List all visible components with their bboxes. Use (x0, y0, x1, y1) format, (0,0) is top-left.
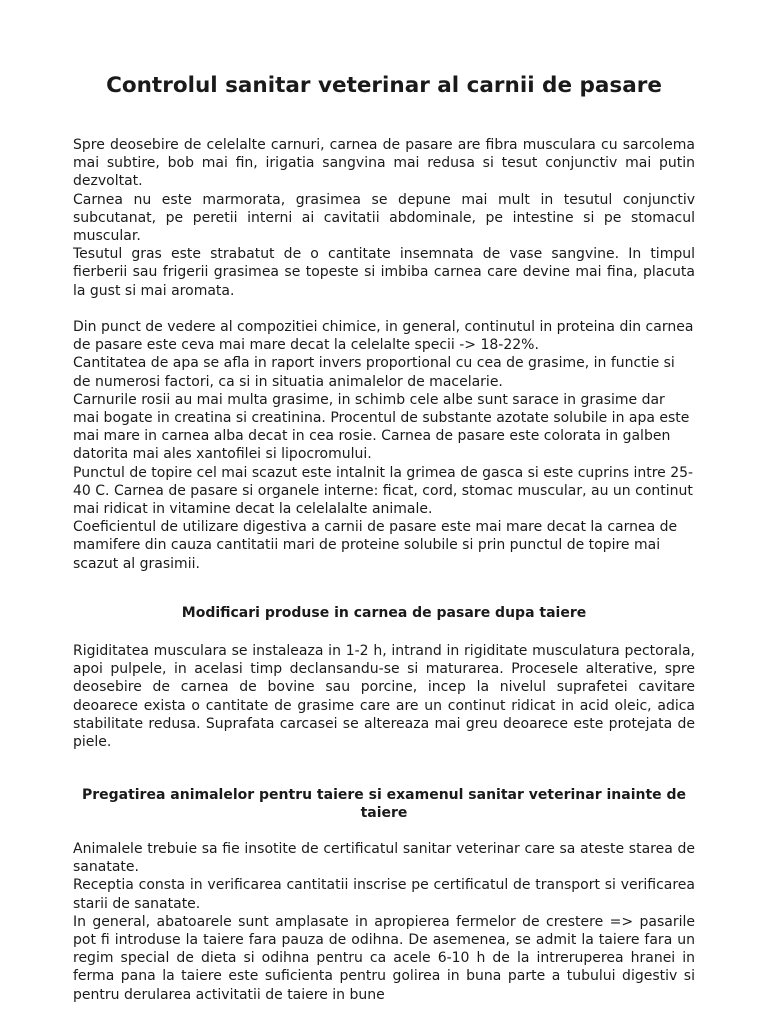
paragraph: Din punct de vedere al compozitiei chimice, in general, continutul in proteina din carnea de pasare este ceva mai mare decat la celelalte specii -> 18-22%. (73, 319, 694, 354)
section-heading: Modificari produse in carnea de pasare dupa taiere (181, 605, 587, 621)
post-slaughter-section (73, 642, 695, 751)
pre-slaughter-section (73, 840, 695, 1004)
paragraph: Punctul de topire cel mai scazut este intalnit la grimea de gasca si este cuprins intre 25-40 C. Carnea de pasare si organele interne: ficat, cord, stomac muscular, au un continut mai ridicat in vitamine decat la celelalalte animale. (73, 464, 694, 518)
intro-section (73, 136, 695, 300)
paragraph: Spre deosebire de celelalte carnuri, carnea de pasare are fibra musculara cu sarcolema mai subtire, bob mai fin, irigatia sangvina mai redusa si tesut conjunctiv mai putin dezvoltat. (73, 137, 695, 190)
composition-section (73, 318, 695, 573)
paragraph: In general, abatoarele sunt amplasate in apropierea fermelor de crestere => pasarile pot fi introduse la taiere fara pauza de odihna. De asemenea, se admit la taiere fara un regim special de dieta si odihna pentru ca acele 6-10 h de la intreruperea hranei in ferma pana la taiere este suficienta pentru golirea in buna parte a tubului digestiv si pentru derularea activitatii de taiere in bune (73, 913, 695, 1003)
paragraph: Coeficientul de utilizare digestiva a carnii de pasare este mai mare decat la carnea de mamifere din cauza cantitatii mari de proteine solubile si prin punctul de topire mai scazut al grasimii. (73, 519, 678, 572)
paragraph: Receptia consta in verificarea cantitatii inscrise pe certificatul de transport si verificarea starii de sanatate. (73, 877, 695, 912)
page-title: Controlul sanitar veterinar al carnii de pasare (106, 73, 662, 98)
section-heading: Pregatirea animalelor pentru taiere si examenul sanitar veterinar inainte de taiere (81, 787, 687, 822)
paragraph: Carnurile rosii au mai multa grasime, in schimb cele albe sunt sarace in grasime dar mai bogate in creatina si creatinina. Procentul de substante azotate solubile in apa este mai mare in carnea alba decat in cea rosie. Carnea de pasare este colorata in galben datorita mai ales xantofilei si lipocromului. (73, 391, 690, 463)
paragraph: Rigiditatea musculara se instaleaza in 1-2 h, intrand in rigiditate musculatura pectorala, apoi pulpele, in acelasi timp declansandu-se si maturarea. Procesele alterative, spre deosebire de carnea de bovine sau porcine, incep la nivelul suprafetei cavitare deoarece exista o cantitate de grasime care are un continut ridicat in acid oleic, adica stabilitate redusa. Suprafata carcasei se altereaza mai greu deoarece este protejata de piele. (73, 643, 695, 751)
paragraph: Carnea nu este marmorata, grasimea se depune mai mult in tesutul conjunctiv subcutanat, pe peretii interni ai cavitatii abdominale, pe intestine si pe stomacul muscular. (73, 191, 695, 245)
paragraph: Tesutul gras este strabatut de o cantitate insemnata de vase sangvine. In timpul fierberii sau frigerii grasimea se topeste si imbiba carnea care devine mai fina, placuta la gust si mai aromata. (73, 246, 695, 299)
paragraph: Cantitatea de apa se afla in raport invers proportional cu cea de grasime, in functie si de numerosi factori, ca si in situatia animalelor de macelarie. (73, 355, 675, 390)
paragraph: Animalele trebuie sa fie insotite de certificatul sanitar veterinar care sa ateste starea de sanatate. (73, 841, 695, 876)
